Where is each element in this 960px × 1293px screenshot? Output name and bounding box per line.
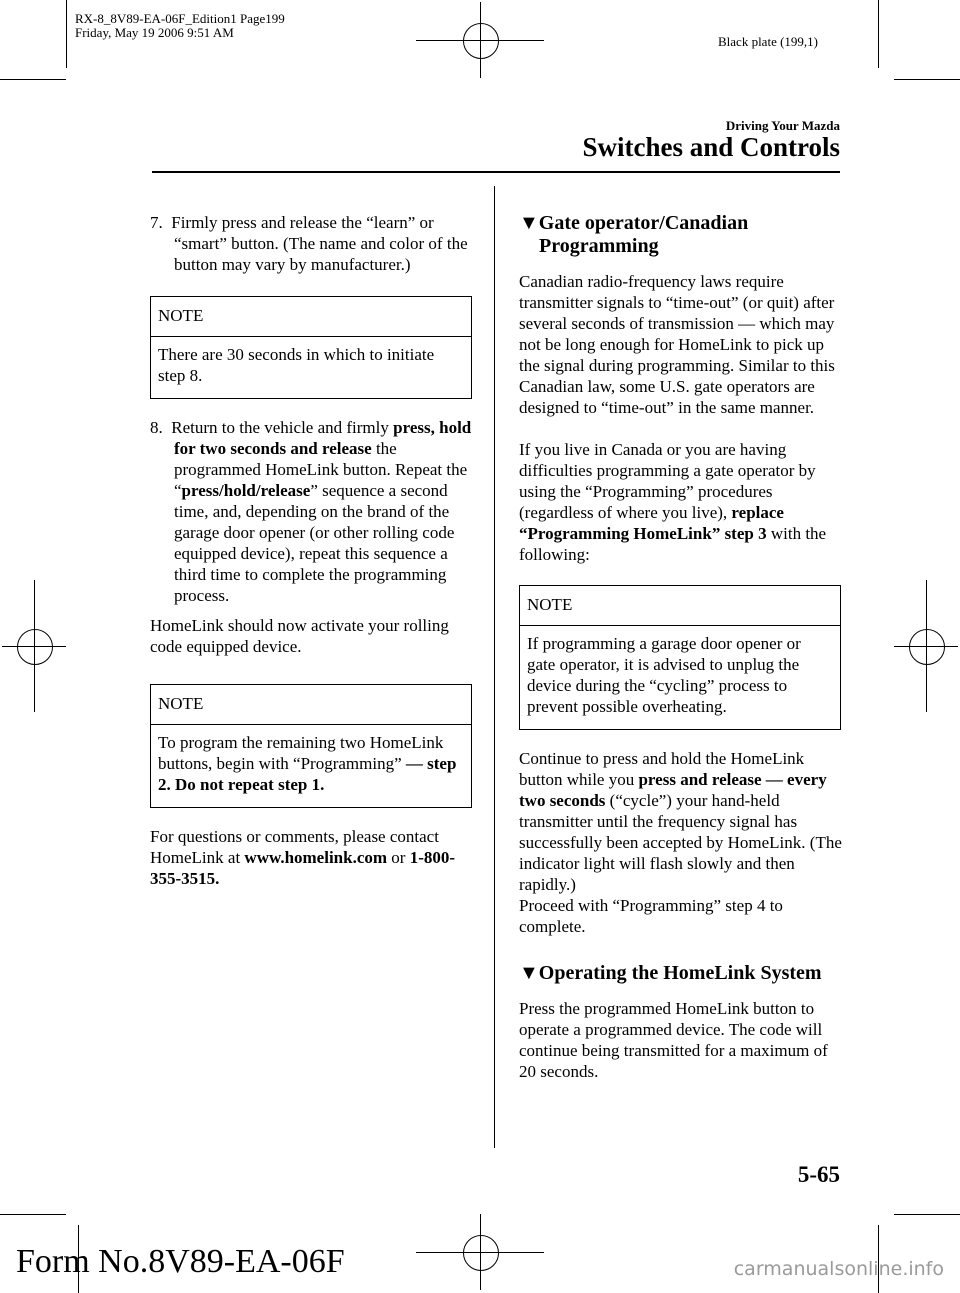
print-info [75,12,285,40]
step-8-bold-a: press, hold for two seconds and release [174,418,472,458]
watermark: carmanualsonline.info [733,1258,944,1280]
canada-difficulties-paragraph [519,439,844,565]
note-2-bold: ― step 2. Do not repeat step 1. [158,754,457,794]
step-8-text-b: the programmed HomeLink button. Repeat the “ [174,439,468,500]
note-2-text: To program the remaining two HomeLink buttons, begin with “Programming” [158,733,444,773]
step-8-bold-b: press/hold/release [181,481,311,500]
canada-text-b: with the following: [519,524,827,564]
step-7-number: 7. [150,213,163,232]
note-2-heading: NOTE [151,685,471,725]
continue-paragraph [519,748,844,895]
page-title: Switches and Controls [582,132,840,162]
continue-text-b: (“cycle”) your hand-held transmitter until the frequency signal has successfully been accepted by HomeLink. (The indicator light will flash slowly and then rapidly.) [519,791,842,894]
note-1-body: There are 30 seconds in which to initiate step 8. [158,345,435,385]
note-box-3 [519,585,841,730]
step-8-text-c: ” sequence a second time, and, depending on the brand of the garage door opener (or other rolling code equipped device), repeat this sequence a third time to complete the programming process. [174,481,455,605]
continue-bold: press and release ― every two seconds [519,770,827,810]
contact-text-a: For questions or comments, please contact HomeLink at [150,827,439,867]
triangle-marker-icon: ▼ [519,212,539,234]
triangle-marker-icon: ▼ [519,962,539,984]
contact-text-b: or [387,848,410,867]
print-info-line1: RX-8_8V89-EA-06F_Edition1 Page199 [75,11,285,26]
step-8 [150,417,475,606]
plate-label: Black plate (199,1) [718,34,818,49]
print-info-line2: Friday, May 19 2006 9:51 AM [75,25,234,40]
continue-text-a: Continue to press and hold the HomeLink button while you [519,749,805,789]
operating-paragraph: Press the programmed HomeLink button to operate a programmed device. The code will continue being transmitted for a maximum of 20 seconds. [519,999,828,1081]
step-7-text: Firmly press and release the “learn” or “smart” button. (The name and color of the button may vary by manufacturer.) [171,213,468,274]
contact-url: www.homelink.com [244,848,388,867]
step-7 [150,212,475,275]
subheading-operating-text: Operating the HomeLink System [538,962,822,984]
step-8-number: 8. [150,418,163,437]
canadian-laws-paragraph: Canadian radio-frequency laws require transmitter signals to “time-out” (or quit) after several seconds of transmission ― which may not be long enough for HomeLink to pick up the signal during programming. Similar to this Canadian law, some U.S. gate operators are designed to “time-out” in the same manner. [519,272,835,417]
proceed-paragraph: Proceed with “Programming” step 4 to complete. [519,896,783,936]
note-2-body [151,725,471,807]
step-8-text-a: Return to the vehicle and firmly [171,418,394,437]
page-number: 5-65 [797,1162,840,1187]
form-number: Form No.8V89-EA-06F [16,1243,345,1280]
note-box-2 [150,684,472,808]
contact-phone: 1-800-355-3515. [150,848,456,888]
contact-paragraph [150,826,475,889]
header-rule [152,171,840,173]
note-3-body: If programming a garage door opener or gate operator, it is advised to unplug the device during the “cycling” process to prevent possible overheating. [527,634,801,716]
left-column [150,212,475,889]
canada-text-a: If you live in Canada or you are having difficulties programming a gate operator by using the “Programming” procedures (regardless of where you live), [519,440,816,522]
right-column [519,212,844,1082]
canada-bold: replace “Programming HomeLink” step 3 [519,503,784,543]
subheading-gate-operator [519,212,844,258]
note-3-heading: NOTE [520,586,840,626]
subheading-operating [519,962,844,985]
note-box-1 [150,296,472,399]
column-divider [494,186,495,1148]
note-1-heading: NOTE [151,297,471,337]
subheading-gate-operator-text: Gate operator/Canadian Programming [538,212,749,257]
activation-paragraph: HomeLink should now activate your rolling code equipped device. [150,616,449,656]
section-label: Driving Your Mazda [725,118,840,133]
